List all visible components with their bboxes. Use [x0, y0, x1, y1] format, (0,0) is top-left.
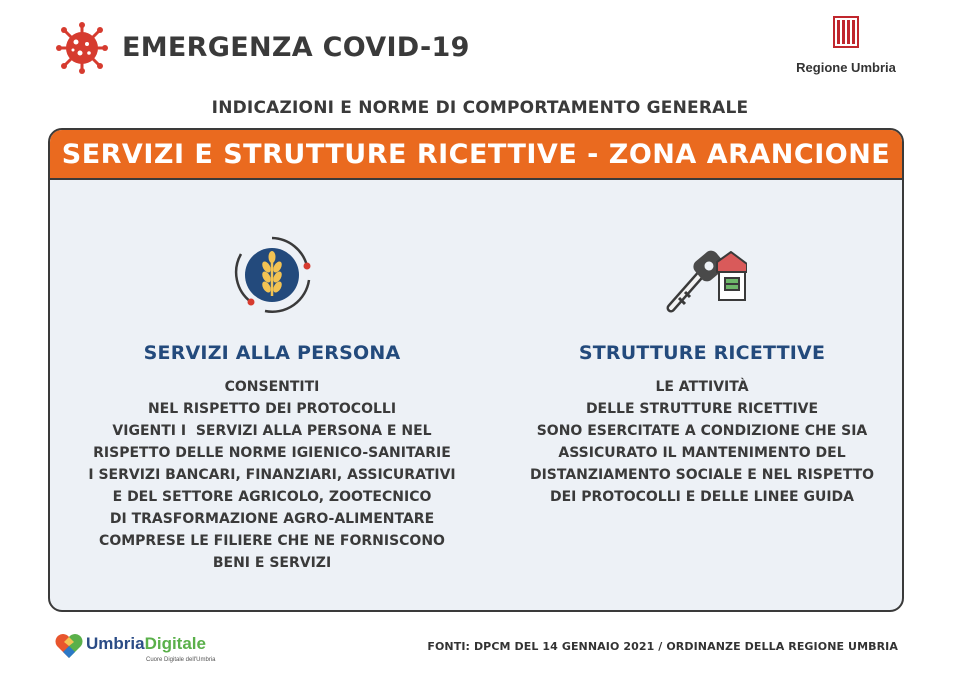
column-servizi-persona: [72, 230, 472, 574]
text-line: ASSICURATO IL MANTENIMENTO DEL: [558, 445, 846, 461]
region-branding: [786, 16, 906, 76]
text-line: SONO ESERCITATE A CONDIZIONE CHE SIA: [536, 423, 868, 439]
text-line: DISTANZIAMENTO SOCIALE E NEL RISPETTO: [529, 467, 875, 483]
text-line: DI TRASFORMAZIONE AGRO-ALIMENTARE: [109, 511, 435, 527]
house-key-icon: [657, 230, 747, 320]
header: [56, 20, 906, 74]
region-name: Regione Umbria: [796, 60, 896, 75]
umbria-digitale-logo: [54, 630, 224, 666]
text-line: VIGENTI I SERVIZI ALLA PERSONA E NEL: [112, 423, 432, 439]
wheat-icon: [227, 230, 317, 320]
heart-logo-icon: [54, 632, 84, 660]
heading-servizi-persona: SERVIZI ALLA PERSONA: [143, 342, 401, 364]
text-line: RISPETTO DELLE NORME IGIENICO-SANITARIE: [93, 445, 451, 461]
brand-tagline: Cuore Digitale dell'Umbria: [146, 657, 216, 663]
regione-umbria-logo: [833, 16, 859, 48]
text-line: I SERVIZI BANCARI, FINANZIARI, ASSICURATIVI: [88, 467, 456, 483]
banner: SERVIZI E STRUTTURE RICETTIVE - ZONA ARANCIONE: [50, 130, 902, 180]
text-line: LE ATTIVITÀ: [655, 379, 749, 395]
text-line: BENI E SERVIZI: [212, 555, 332, 571]
column-strutture-ricettive: [502, 230, 902, 508]
text-servizi-persona: [72, 376, 472, 574]
text-line: E DEL SETTORE AGRICOLO, ZOOTECNICO: [112, 489, 432, 505]
brand-name: [86, 634, 206, 654]
sources-text: FONTI: DPCM DEL 14 GENNAIO 2021 / ORDINANZE DELLA REGIONE UMBRIA: [427, 640, 898, 653]
page-title: EMERGENZA COVID-19: [122, 32, 470, 63]
info-panel: [48, 128, 904, 612]
text-line: COMPRESE LE FILIERE CHE NE FORNISCONO: [99, 533, 445, 549]
subtitle: INDICAZIONI E NORME DI COMPORTAMENTO GENERALE: [211, 98, 749, 118]
virus-icon: [56, 22, 108, 74]
brand-part-digitale: Digitale: [144, 634, 206, 653]
text-line: NEL RISPETTO DEI PROTOCOLLI: [147, 401, 397, 417]
text-line: DELLE STRUTTURE RICETTIVE: [585, 401, 819, 417]
text-line: DEI PROTOCOLLI E DELLE LINEE GUIDA: [549, 489, 855, 505]
text-strutture-ricettive: [502, 376, 902, 508]
text-line: CONSENTITI: [224, 379, 320, 395]
heading-strutture-ricettive: STRUTTURE RICETTIVE: [578, 342, 826, 364]
brand-part-umbria: Umbria: [86, 634, 145, 653]
